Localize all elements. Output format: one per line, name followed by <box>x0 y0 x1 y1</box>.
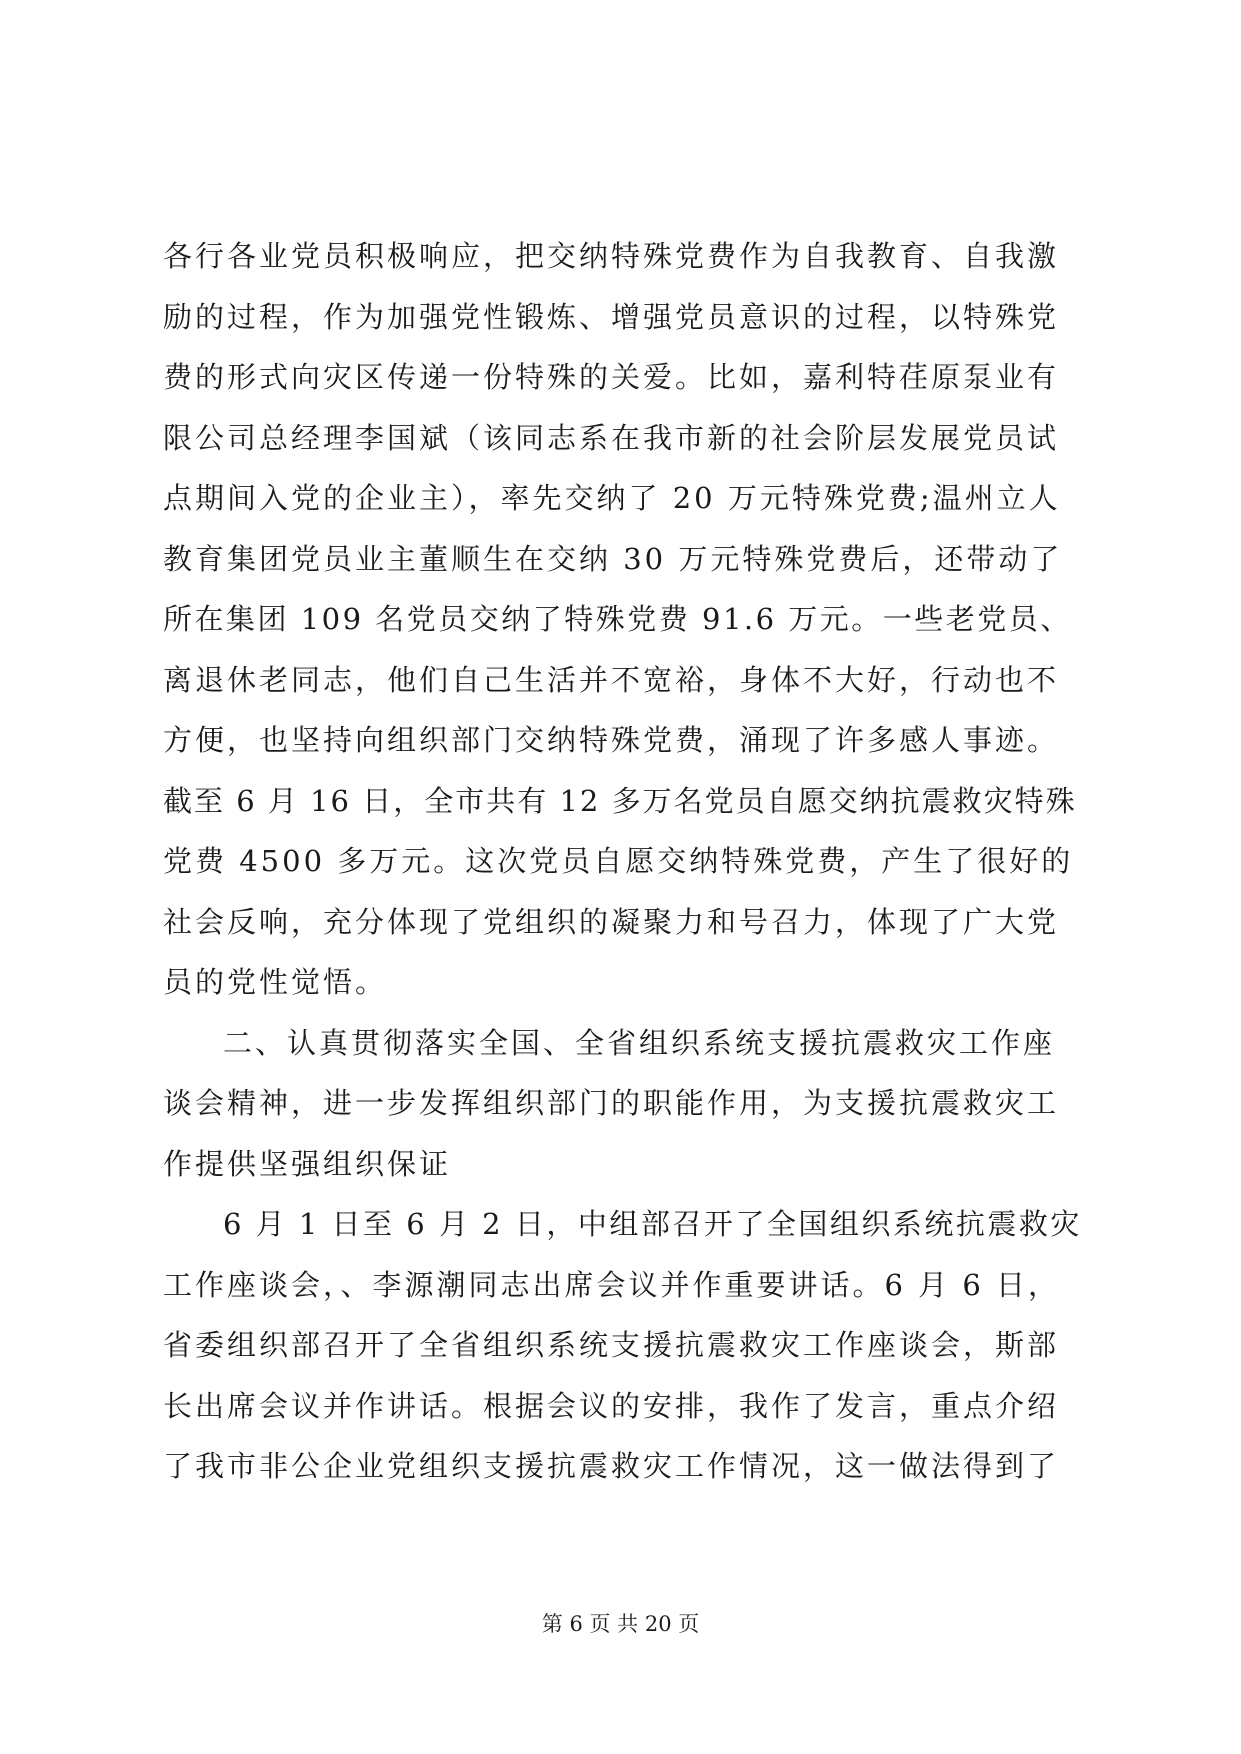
text-line: 谈会精神，进一步发挥组织部门的职能作用，为支援抗震救灾工 <box>163 1086 1060 1120</box>
text-line: 费的形式向灾区传递一份特殊的关爱。比如，嘉利特荏原泵业有 <box>163 360 1060 394</box>
text-line: 6 月 1 日至 6 月 2 日，中组部召开了全国组织系统抗震救灾 <box>223 1207 1082 1241</box>
text-line: 二、认真贯彻落实全国、全省组织系统支援抗震救灾工作座 <box>223 1025 1056 1060</box>
text-line: 了我市非公企业党组织支援抗震救灾工作情况，这一做法得到了 <box>163 1449 1060 1483</box>
text-line: 励的过程，作为加强党性锻炼、增强党员意识的过程，以特殊党 <box>163 299 1060 334</box>
page-footer: 第 6 页 共 20 页 <box>541 1612 700 1636</box>
text-line: 离退休老同志，他们自己生活并不宽裕，身体不大好，行动也不 <box>163 662 1060 697</box>
text-line: 点期间入党的企业主），率先交纳了 20 万元特殊党费;温州立人 <box>163 481 1061 515</box>
text-line: 社会反响，充分体现了党组织的凝聚力和号召力，体现了广大党 <box>163 904 1060 939</box>
text-line: 截至 6 月 16 日，全市共有 12 多万名党员自愿交纳抗震救灾特殊 <box>163 783 1077 818</box>
document-body <box>163 226 1083 1497</box>
text-line: 工作座谈会，、李源潮同志出席会议并作重要讲话。6 月 6 日， <box>163 1267 1061 1302</box>
text-line: 员的党性觉悟。 <box>163 965 388 999</box>
text-line: 各行各业党员积极响应，把交纳特殊党费作为自我教育、自我激 <box>163 239 1060 273</box>
text-line: 方便，也坚持向组织部门交纳特殊党费，涌现了许多感人事迹。 <box>163 723 1060 757</box>
text-line: 教育集团党员业主董顺生在交纳 30 万元特殊党费后，还带动了 <box>163 541 1063 576</box>
text-line: 省委组织部召开了全省组织系统支援抗震救灾工作座谈会，斯部 <box>163 1328 1060 1362</box>
text-line: 作提供坚强组织保证 <box>163 1146 452 1181</box>
text-line: 限公司总经理李国斌（该同志系在我市新的社会阶层发展党员试 <box>163 420 1060 455</box>
text-line: 长出席会议并作讲话。根据会议的安排，我作了发言，重点介绍 <box>163 1388 1060 1423</box>
text-line: 党费 4500 多万元。这次党员自愿交纳特殊党费，产生了很好的 <box>163 844 1074 878</box>
text-line: 所在集团 109 名党员交纳了特殊党费 91.6 万元。一些老党员、 <box>163 602 1072 636</box>
